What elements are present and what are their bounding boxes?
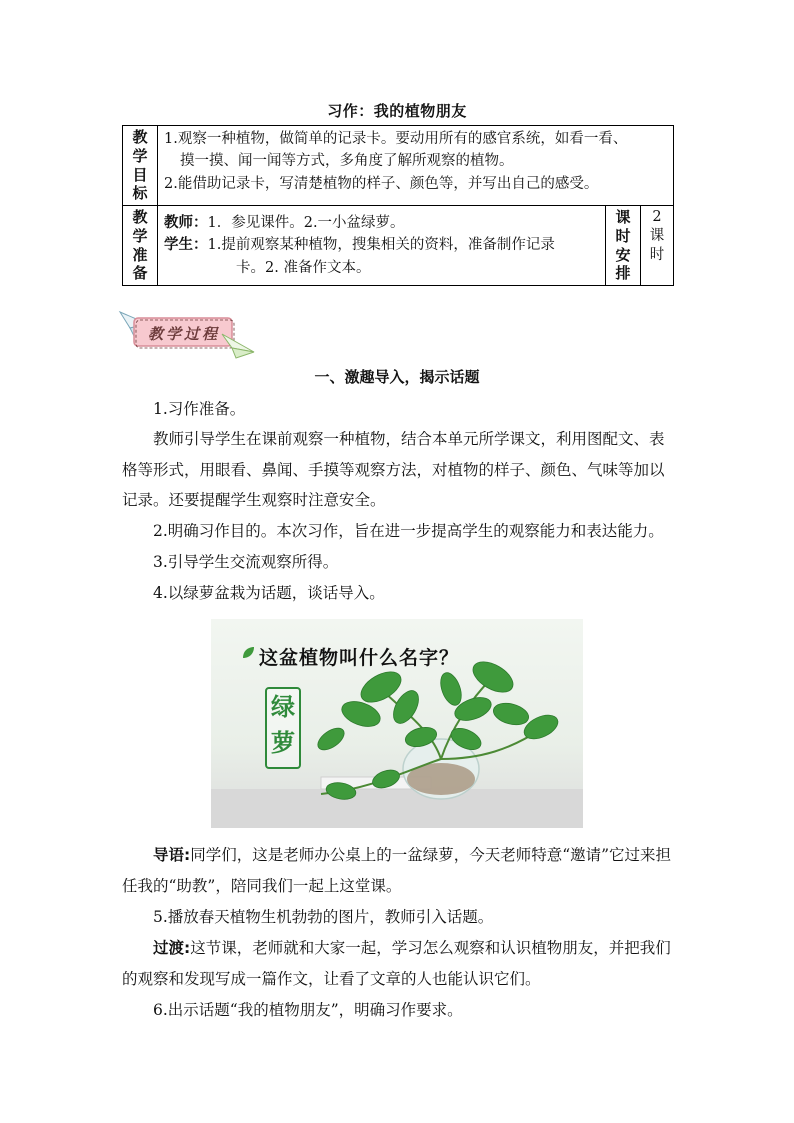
photo-caption: 这盆植物叫什么名字？ [259, 647, 460, 669]
student-prep-cont: 卡。2. 准备作文本。 [236, 259, 371, 276]
teaching-process-badge [118, 308, 258, 360]
prep-row [123, 206, 674, 286]
paragraph: 5.播放春天植物生机勃勃的图片，教师引入话题。 [153, 908, 494, 926]
prep-content [158, 206, 606, 286]
schedule-duration: 2 课 时 [641, 206, 674, 286]
goals-header: 教 学 目 标 [123, 126, 158, 206]
paragraph: 1.习作准备。 [153, 400, 246, 418]
lesson-plan-table [122, 125, 674, 286]
plant-name-stamp: 绿 萝 [265, 687, 301, 769]
goals-row [123, 126, 674, 206]
pothos-photo [211, 619, 583, 828]
page-title: 习作：我的植物朋友 [327, 102, 467, 120]
paragraph: 2.明确习作目的。本次习作，旨在进一步提高学生的观察能力和表达能力。 [153, 522, 664, 540]
prep-header: 教 学 准 备 [123, 206, 158, 286]
paragraph: 过渡:这节课，老师就和大家一起，学习怎么观察和认识植物朋友，并把我们的观察和发现写成一篇作文，让看了文章的人也能认识它们。 [122, 939, 671, 988]
student-prep: 学生：1.提前观察某种植物，搜集相关的资料，准备制作记录 [164, 237, 555, 254]
paragraph: 4.以绿萝盆栽为话题，谈话导入。 [153, 584, 385, 602]
teacher-prep: 教师：1．参见课件。2.一小盆绿萝。 [164, 215, 405, 231]
paragraph: 教师引导学生在课前观察一种植物，结合本单元所学课文，利用图配文、表格等形式，用眼看、鼻闻、手摸等观察方法，对植物的样子、颜色、气味等加以记录。还要提醒学生观察时注意安全。 [122, 430, 665, 509]
leaf-icon [241, 646, 255, 660]
badge-text: 教学过程 [148, 325, 221, 343]
section-title: 一、激趣导入，揭示话题 [314, 368, 480, 386]
goal-line: 1.观察一种植物，做简单的记录卡。要动用所有的感官系统，如看一看、 [164, 131, 628, 147]
paragraph: 6.出示话题“我的植物朋友”，明确习作要求。 [153, 1001, 463, 1019]
paragraph: 导语:同学们，这是老师办公桌上的一盆绿萝，今天老师特意“邀请”它过来担任我的“助教”，陪同我们一起上这堂课。 [122, 846, 672, 895]
goals-content [158, 126, 674, 206]
paragraph: 3.引导学生交流观察所得。 [153, 553, 339, 571]
goal-line: 2.能借助记录卡，写清楚植物的样子、颜色等，并写出自己的感受。 [164, 175, 599, 192]
schedule-header: 课 时 安 排 [606, 206, 641, 286]
goal-line: 摸一摸、闻一闻等方式，多角度了解所观察的植物。 [180, 153, 514, 170]
